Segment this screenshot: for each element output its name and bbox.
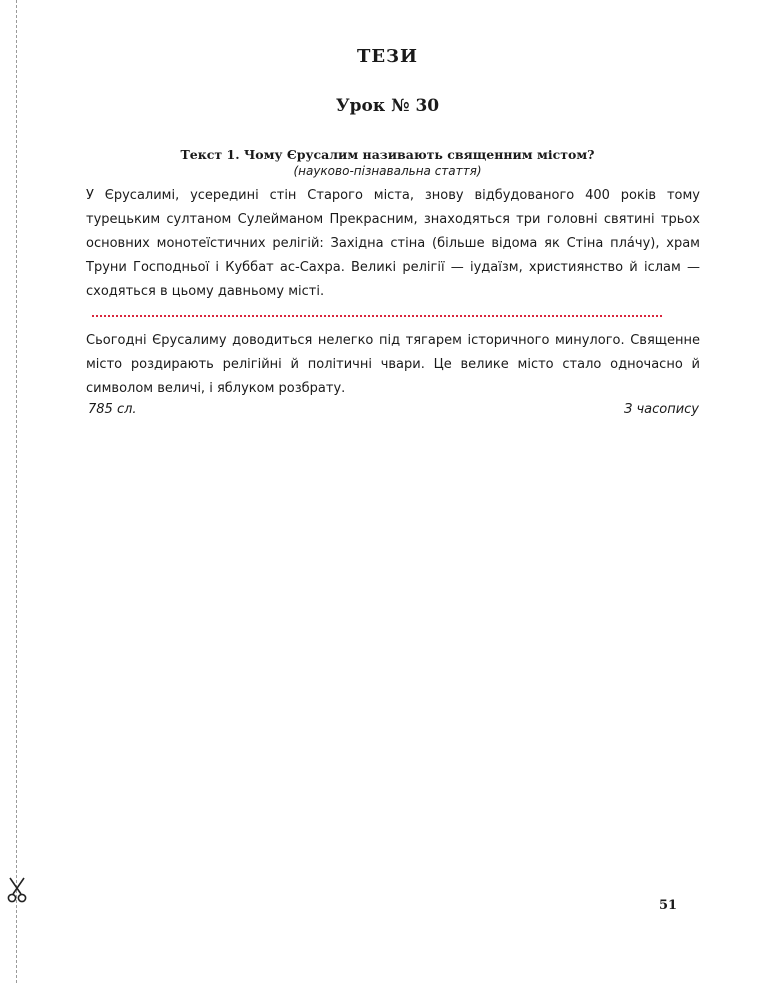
text-genre: (науково-пізнавальна стаття) — [293, 164, 482, 178]
page-number: 51 — [658, 898, 678, 913]
source-label: З часопису — [623, 402, 699, 417]
lesson-title: Урок № 30 — [335, 96, 440, 116]
paragraph-1: У Єрусалимі, усередині стін Старого міста, знову відбудованого 400 років тому турецьким султаном Сулейманом Прекрасним, знаходяться три головні святині трьох основних монотеїстичних релігій: Західна стіна (більше відома як Стіна пла́чу), храм Труни Господньої і Куббат ас-Сахра. Великі релігії — іудаїзм, християнство й іслам — сходяться в цьому давньому місті. — [86, 188, 700, 299]
text-title: Текст 1. Чому Єрусалим називають священним містом? — [180, 147, 595, 162]
cut-line — [16, 0, 17, 983]
red-dotted-divider — [92, 315, 662, 317]
scissors-icon — [6, 876, 28, 904]
paragraph-2: Сьогодні Єрусалиму доводиться нелегко під тягарем історичного минулого. Священне місто роздирають релігійні й політичні чвари. Це велике місто стало одночасно й символом величі, і яблуком розбрату. — [86, 333, 700, 396]
section-title: ТЕЗИ — [356, 46, 419, 67]
word-count: 785 сл. — [88, 402, 137, 417]
